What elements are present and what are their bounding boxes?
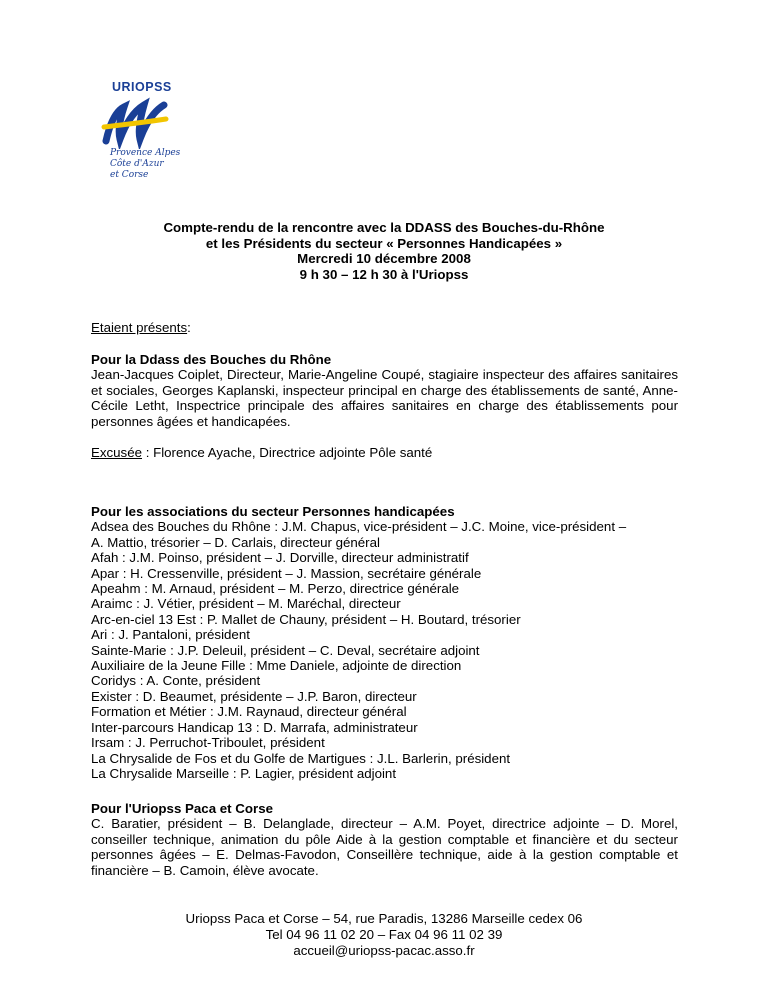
uriopss-members: C. Baratier, président – B. Delanglade, directeur – A.M. Poyet, directrice adjointe – D. Morel, conseiller technique, animation du pôle Aide à la gestion comptable et financière et du secteur personnes âgées – E. Delmas-Favodon, Conseillère technique, aide à la gestion comptable et financière – B. Camoin, élève avocate. — [91, 816, 678, 878]
logo-tagline — [110, 148, 180, 181]
uriopss-logo — [92, 80, 200, 188]
association-line: Araimc : J. Vétier, président – M. Maréchal, directeur — [91, 596, 401, 612]
logo-mark-icon — [100, 97, 180, 149]
associations-section — [91, 504, 678, 781]
logo-tagline-line: Provence Alpes — [110, 148, 181, 158]
association-line: La Chrysalide de Fos et du Golfe de Martigues : J.L. Barlerin, président — [91, 750, 511, 766]
present-label — [91, 320, 678, 335]
association-line: Auxiliaire de la Jeune Fille : Mme Daniele, adjointe de direction — [91, 658, 462, 674]
footer — [0, 911, 768, 959]
association-line: Apeahm : M. Arnaud, président – M. Perzo, directrice générale — [91, 581, 460, 597]
association-line: Inter-parcours Handicap 13 : D. Marrafa, administrateur — [91, 719, 418, 735]
present-label-text: Etaient présents — [91, 320, 188, 335]
associations-heading: Pour les associations du secteur Personnes handicapées — [91, 504, 455, 519]
document-title — [0, 220, 768, 282]
uriopss-section — [91, 801, 678, 878]
footer-phone: Tel 04 96 11 02 20 – Fax 04 96 11 02 39 — [265, 927, 503, 942]
ddass-section — [91, 352, 678, 429]
association-line: Arc-en-ciel 13 Est : P. Mallet de Chauny, président – H. Boutard, trésorier — [91, 611, 521, 627]
association-line: Adsea des Bouches du Rhône : J.M. Chapus, vice-président – J.C. Moine, vice-président – — [91, 519, 627, 535]
meeting-date: Mercredi 10 décembre 2008 — [297, 251, 471, 266]
title-line: Compte-rendu de la rencontre avec la DDASS des Bouches-du-Rhône — [163, 220, 605, 235]
association-line: La Chrysalide Marseille : P. Lagier, président adjoint — [91, 765, 397, 781]
association-line: A. Mattio, trésorier – D. Carlais, directeur général — [91, 534, 380, 550]
title-line: et les Présidents du secteur « Personnes Handicapées » — [205, 235, 563, 251]
association-line: Ari : J. Pantaloni, président — [91, 627, 250, 643]
association-line: Apar : H. Cressenville, président – J. Massion, secrétaire générale — [91, 565, 482, 581]
ddass-members: Jean-Jacques Coiplet, Directeur, Marie-Angeline Coupé, stagiaire inspecteur des affaires sanitaires et sociales, Georges Kaplanski, inspecteur principal en charge des établissements de santé, Anne-Cécile Letht, Inspectrice principale des affaires sanitaires en charge des établissements pour personnes âgées et handicapées. — [91, 367, 678, 429]
logo-tagline-line: et Corse — [110, 170, 149, 180]
excused-line — [91, 445, 678, 460]
association-line: Afah : J.M. Poinso, président – J. Dorville, directeur administratif — [91, 550, 469, 566]
logo-name: URIOPSS — [112, 80, 172, 94]
association-line: Sainte-Marie : J.P. Deleuil, président – C. Deval, secrétaire adjoint — [91, 642, 480, 658]
ddass-heading: Pour la Ddass des Bouches du Rhône — [91, 352, 332, 367]
uriopss-heading: Pour l'Uriopss Paca et Corse — [91, 801, 273, 816]
association-line: Coridys : A. Conte, président — [91, 673, 261, 689]
association-line: Irsam : J. Perruchot-Triboulet, président — [91, 735, 325, 751]
logo-tagline-line: Côte d'Azur — [110, 159, 164, 169]
association-line: Formation et Métier : J.M. Raynaud, directeur général — [91, 704, 407, 720]
footer-address: Uriopss Paca et Corse – 54, rue Paradis, 13286 Marseille cedex 06 — [185, 911, 583, 926]
meeting-time: 9 h 30 – 12 h 30 à l'Uriopss — [299, 266, 469, 282]
association-line: Exister : D. Beaumet, présidente – J.P. Baron, directeur — [91, 688, 417, 704]
present-label-colon: : — [187, 320, 191, 335]
footer-email[interactable]: accueil@uriopss-pacac.asso.fr — [293, 943, 475, 958]
excused-label: Excusée — [91, 445, 142, 460]
excused-text: : Florence Ayache, Directrice adjointe Pôle santé — [142, 445, 433, 460]
